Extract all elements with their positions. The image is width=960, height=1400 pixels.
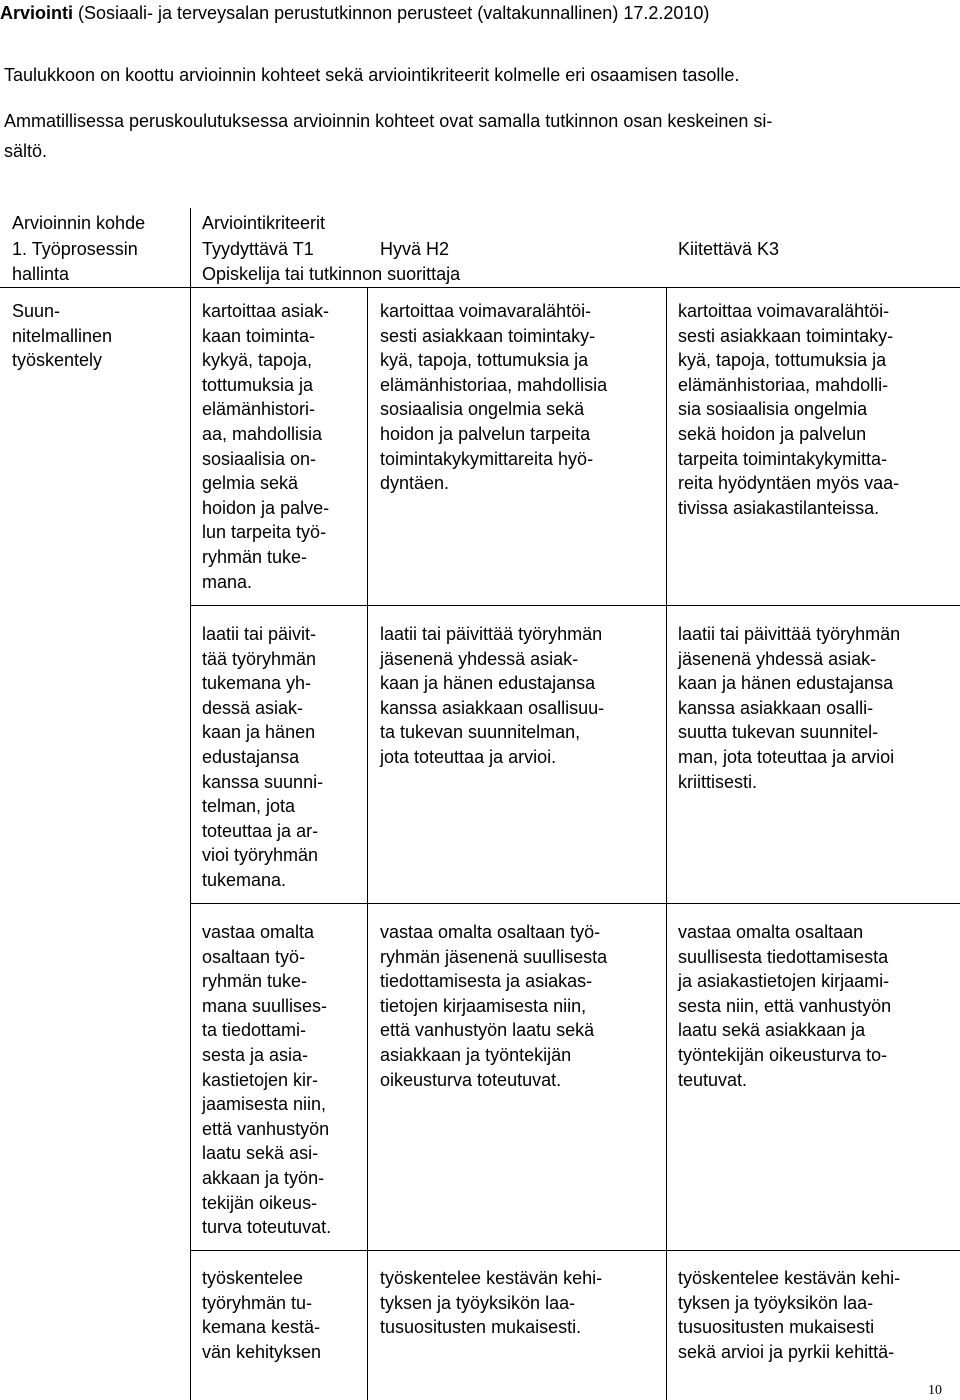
row-2-h2-cell: laatii tai päivittää työryhmän jäsenenä yhdessä asiak- kaan ja hänen edustajansa kanssa asiakkaan osallisuu- ta tukevan suunnitelman, jota toteuttaa ja arvioi. xyxy=(380,624,605,767)
row-4-k3-cell: työskentelee kestävän kehi- tyksen ja työyksikön laa- tusuositusten mukaisesti sekä arvioi ja pyrkii kehittä- xyxy=(678,1268,901,1362)
row-3-t1-cell: vastaa omalta osaltaan työ- ryhmän tuke- mana suullises- ta tiedottami- sesta ja asia- kastietojen kir- jaamisesta niin, että vanhustyön laatu sekä asi- akkaan ja työn- tekijän oikeus- turva toteutuvat. xyxy=(202,922,332,1238)
level-t1-header: Tyydyttävä T1 xyxy=(202,239,314,259)
criteria-header: Arviointikriteerit xyxy=(202,213,326,233)
page-number: 10 xyxy=(928,1383,942,1398)
intro-text xyxy=(4,60,944,182)
column-divider-1 xyxy=(190,208,191,1400)
row-divider-1 xyxy=(190,605,960,606)
row-4-h2-cell: työskentelee kestävän kehi- tyksen ja työyksikön laa- tusuositusten mukaisesti. xyxy=(380,1268,603,1338)
document-title-bold: Arviointi xyxy=(0,3,74,23)
column-divider-2 xyxy=(367,287,368,1400)
row-divider-3 xyxy=(190,1250,960,1251)
row-label: Suun- nitelmallinen työskentely xyxy=(12,301,113,371)
row-2-k3-cell: laatii tai päivittää työryhmän jäsenenä yhdessä asiak- kaan ja hänen edustajansa kanssa asiakkaan osalli- suutta tukevan suunnitel- man, jota toteuttaa ja arvioi kriittisesti. xyxy=(678,624,901,792)
row-2-t1-cell: laatii tai päivit- tää työryhmän tukemana yh- dessä asiak- kaan ja hänen edustajansa kanssa suunni- telman, jota toteuttaa ja ar- vioi työryhmän tukemana. xyxy=(202,624,324,890)
row-1-h2-cell: kartoittaa voimavaralähtöi- sesti asiakkaan toimintaky- kyä, tapoja, tottumuksia ja elämänhistoriaa, mahdollisia sosiaalisia ongelmia sekä hoidon ja palvelun tarpeita toimintakykymittareita hyö- dyntäen. xyxy=(380,301,608,494)
level-h2-header: Hyvä H2 xyxy=(380,239,450,259)
intro-paragraph-2: Ammatillisessa peruskoulutuksessa arvioinnin kohteet ovat samalla tutkinnon osan keskeinen si- sältö. xyxy=(4,111,773,161)
row-4-t1-cell: työskentelee työryhmän tu- kemana kestä- vän kehityksen xyxy=(202,1268,322,1362)
row-3-h2-cell: vastaa omalta osaltaan työ- ryhmän jäsenenä suullisesta tiedottamisesta ja asiakas- tietojen kirjaamisesta niin, että vanhustyön laatu sekä asiakkaan ja työntekijän oikeusturva toteutuvat. xyxy=(380,922,608,1090)
subject-header: Opiskelija tai tutkinnon suorittaja xyxy=(202,264,461,284)
row-divider-2 xyxy=(190,903,960,904)
row-1-t1-cell: kartoittaa asiak- kaan toiminta- kykyä, tapoja, tottumuksia ja elämänhistori- aa, mahdollisia sosiaalisia on- gelmia sekä hoidon ja palve- lun tarpeita työ- ryhmän tuke- mana. xyxy=(202,301,330,592)
header-bottom-border xyxy=(0,287,960,288)
row-1-k3-cell: kartoittaa voimavaralähtöi- sesti asiakkaan toimintaky- kyä, tapoja, tottumuksia ja elämänhistoriaa, mahdolli- sia sosiaalisia ongelmia sekä hoidon ja palvelun tarpeita toimintakykymitta- reita hyödyntäen myös vaa- tivissa asiakastilanteissa. xyxy=(678,301,900,518)
row-3-k3-cell: vastaa omalta osaltaan suullisesta tiedottamisesta ja asiakastietojen kirjaami- sesta niin, että vanhustyön laatu sekä asiakkaan ja työntekijän oikeusturva to- teutuvat. xyxy=(678,922,892,1090)
target-header: Arvioinnin kohde xyxy=(12,213,146,233)
section-header: 1. Työprosessin hallinta xyxy=(12,239,138,284)
intro-paragraph-1: Taulukkoon on koottu arvioinnin kohteet sekä arviointikriteerit kolmelle eri osaamisen tasolle. xyxy=(4,65,740,85)
level-k3-header: Kiitettävä K3 xyxy=(678,239,780,259)
document-title xyxy=(0,2,709,24)
document-title-rest: (Sosiaali- ja terveysalan perustutkinnon perusteet (valtakunnallinen) 17.2.2010) xyxy=(73,3,710,23)
column-divider-3 xyxy=(666,287,667,1400)
